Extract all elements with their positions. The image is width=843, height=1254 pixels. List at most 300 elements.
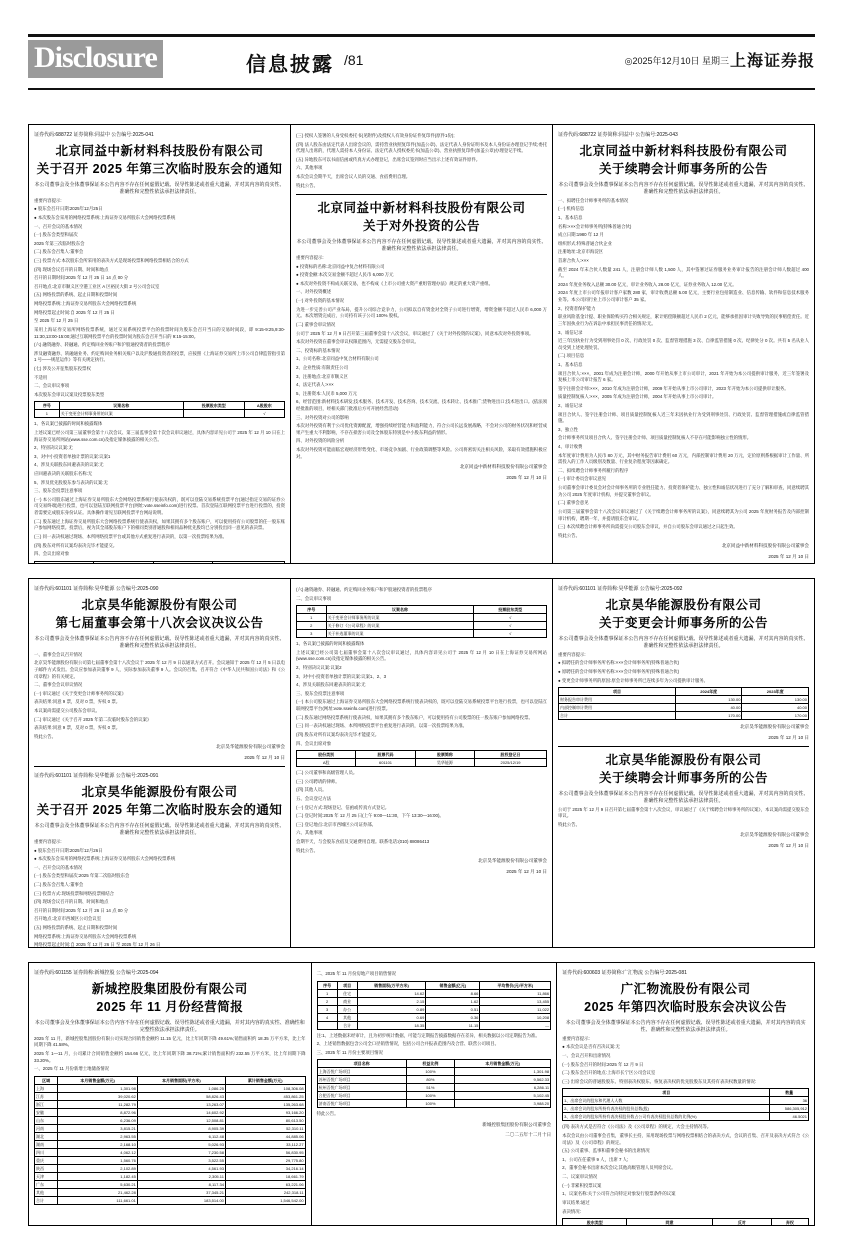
body-paragraph: (四) 股东对所有议案均表决完毕才能提交。 xyxy=(296,731,380,737)
body-paragraph: 项目合伙人:×××，2001 年成为注册会计师，2000 年开始从事上市公司审计，2021 年开始为本公司提供审计服务，近三年签署及复核上市公司审计报告 6 家。 xyxy=(558,370,809,383)
body-paragraph: 公司董事会审计委员会对会计师事务所的专业胜任能力、投资者保护能力、独立性和诚信状况进行了充分了解和审查，同意续聘其为公司 2025 年度审计机构，并提交董事会审议。 xyxy=(558,485,809,497)
body-paragraph: 3、对中小投资者单独计票的议案:议案1、2、3 xyxy=(296,673,387,679)
body-paragraph: (一) 登记方式:现场登记、信函或传真方式登记。 xyxy=(296,804,390,810)
table-cell: 2025/12/19 xyxy=(475,759,547,767)
table-cell: 合计 xyxy=(35,1196,58,1204)
sales-by-type-table xyxy=(317,981,552,1030)
table-header: 投票股东类型 xyxy=(183,402,244,410)
record-date-table xyxy=(296,750,547,767)
table-cell: 170.00 xyxy=(675,712,742,720)
body-paragraph: (三) 投票方式:现场投票和网络投票相结合 xyxy=(34,890,115,896)
body-paragraph: 召开的日期时间:2025 年 12 月 26 日 14 点 00 分 xyxy=(34,907,129,913)
article-column xyxy=(29,125,291,563)
table-row xyxy=(317,1068,551,1076)
body-paragraph: (四) 其他人员。 xyxy=(296,787,327,793)
body-paragraph: 网络投票系统:上海证券交易所股东大会网络投票系统 xyxy=(34,933,137,939)
table-cell: 56,830.95 xyxy=(225,1148,305,1156)
table-cell: 586,305,912 xyxy=(770,1105,809,1113)
table-cell: 其他 xyxy=(337,1013,357,1021)
body-paragraph: 不适用 xyxy=(34,374,48,380)
table-cell: 6,236.09 xyxy=(58,1116,138,1124)
table-cell: 100% xyxy=(406,1092,454,1100)
body-paragraph: 特此公告。 xyxy=(316,1111,339,1117)
body-paragraph: 特此公告。 xyxy=(34,733,56,739)
agenda-table xyxy=(296,605,547,638)
table-cell: 1、出席会议的股东和代理人人数 xyxy=(563,1097,770,1105)
table-cell: 111,661.01 xyxy=(58,1196,138,1204)
body-paragraph: 4、法定代表人:××× xyxy=(296,382,334,388)
signature-date: 2025 年 12 月 10 日 xyxy=(244,754,285,760)
body-paragraph: 2025 年第三次临时股东会 xyxy=(34,240,85,246)
body-paragraph: (三) 投票方式:本次股东会所采用的表决方式是现场投票和网络投票相结合的方式 xyxy=(34,258,189,264)
table-header: 2024年度 xyxy=(675,688,742,696)
table-header: 股东类型 xyxy=(563,1219,627,1225)
table-cell: 内部控制审计费用 xyxy=(559,704,676,712)
body-paragraph: (三) 登记地点:北京市西城区公司证券部。 xyxy=(296,821,377,827)
table-cell: 2 xyxy=(317,997,337,1005)
body-paragraph: 本次对外投资可能面临宏观经济形势变化、市场竞争加剧、行业政策调整等风险。公司将密切关注相关风险，采取有效措施积极应对。 xyxy=(296,447,547,459)
table-header: 股票代码 xyxy=(356,751,415,759)
body-paragraph: ● 投资金额:本次交易金额不超过人民币 6,000 万元 xyxy=(296,272,394,278)
table-cell: √ xyxy=(244,410,284,418)
body-paragraph: 四、会议出席对象 xyxy=(296,740,332,746)
body-paragraph: 签字注册会计师:×××，2010 年成为注册会计师，2009 年开始从事上市公司审计，2023 年开始为本公司提供审计服务。 xyxy=(558,385,789,391)
body-paragraph: 2025 年 11 月，新城控股集团股份有限公司实现合同销售金额约 11.15 亿元，比上年同期下降 49.61%;销售面积约 18.35 万平方米，比上年同期下降 41.58%。 xyxy=(34,1035,306,1048)
body-paragraph: 召开的日期时间:2025 年 12 月 25 日 14 点 00 分 xyxy=(34,275,129,281)
table-row xyxy=(297,630,547,638)
body-paragraph: (一) 非累积投票议案 xyxy=(562,1182,602,1188)
body-paragraph: 质量控制复核人:×××，2005 年成为注册会计师，2004 年开始从事上市公司审计。 xyxy=(558,394,717,400)
article-subtitle: 关于续聘会计师事务所的公告 xyxy=(598,770,768,785)
body-paragraph: (二) 董事会审议情况 xyxy=(296,321,336,327)
table-cell: 18,661.79 xyxy=(225,1172,305,1180)
table-cell: 3 xyxy=(297,630,327,638)
table-cell: 12,508.81 xyxy=(137,1116,225,1124)
body-paragraph: 特此公告。 xyxy=(296,847,318,853)
body-paragraph: 一、董事会会议召开情况 xyxy=(34,651,83,657)
table-row xyxy=(35,410,285,418)
disclaimer: 本公司董事会及全体董事保证本公告内容不存在任何虚假记载、误导性陈述或者重大遗漏，并对其内容的真实性、准确性和完整性依法承担法律责任。 xyxy=(558,635,809,649)
table-cell: 100% xyxy=(406,1100,454,1108)
table-cell: 453,861.25 xyxy=(225,1092,305,1100)
body-paragraph: (三) 本次续聘会计师事务所尚需提交公司股东会审议，并自公司股东会审议通过之日起生效。 xyxy=(558,524,738,530)
table-cell: 6,112.48 xyxy=(137,1132,225,1140)
table-cell: 重庆 xyxy=(35,1156,58,1164)
table-row xyxy=(35,1132,306,1140)
body-paragraph: 本议案尚需提交公司股东会审议。 xyxy=(34,708,100,714)
table-header: 项目名称 xyxy=(317,1060,406,1068)
table-row xyxy=(563,1097,809,1105)
table-cell: 商业 xyxy=(337,997,357,1005)
body-paragraph: (一) 股东会召开的时间:2025 年 12 月 9 日 xyxy=(562,1061,644,1067)
body-paragraph: 2、上述销售数据包含公司全口径销售情况，包括公司合并报表范围内及合营、联营公司项目。 xyxy=(316,1041,500,1047)
table-cell: A股 xyxy=(297,759,356,767)
article-title: 广汇物流股份有限公司 xyxy=(620,982,751,996)
table-cell: 陕西 xyxy=(35,1164,58,1172)
article-subtitle: 2025 年第四次临时股东会决议公告 xyxy=(584,999,787,1014)
signature-date: 2025 年 12 月 10 日 xyxy=(768,842,809,848)
table-cell: 1,301.98 xyxy=(58,1084,138,1092)
table-header: 项目 xyxy=(559,688,676,696)
table-row xyxy=(563,1105,809,1113)
body-paragraph: 网络投票起止时间:自 2025 年 12 月 25 日 xyxy=(34,309,115,315)
masthead-rule-top xyxy=(28,34,815,37)
signature-date: 2025 年 12 月 10 日 xyxy=(506,474,547,480)
table-header: 弃权 xyxy=(771,1219,808,1225)
security-code-line: 证券代码:600603 证券简称:广汇物流 公告编号:2025-081 xyxy=(562,970,687,976)
table-cell: 1 xyxy=(317,989,337,997)
body-paragraph: 召开地点:北京市顺义区空港工业区 A 区裕民大街 2 号公司会议室 xyxy=(34,283,160,289)
body-paragraph: 2、诚信记录 xyxy=(558,402,583,408)
article-block-2 xyxy=(28,578,815,948)
body-paragraph: 涉及融资融券、转融通业务、约定购回业务相关账户以及沪股通投资者的投票，应按照《上海证券交易所上市公司自律监管指引第 1 号——规范运作》等有关规定执行。 xyxy=(34,350,285,363)
disclaimer: 本公司董事会及全体董事保证本公告内容不存在任何虚假记载、误导性陈述或者重大遗漏，并对其内容的真实性、准确性和完整性依法承担法律责任。 xyxy=(34,635,285,649)
table-cell: 14.62 xyxy=(357,989,426,997)
table-header: 2023年度 xyxy=(742,688,809,696)
table-row xyxy=(559,704,809,712)
table-header: 股票简称 xyxy=(415,751,474,759)
signature-line: 北京同益中新材料科技股份有限公司董事会 xyxy=(459,464,547,470)
body-paragraph: (五) 网络投票的系统、起止日期和投票时间 xyxy=(34,924,118,930)
body-paragraph: 近三年因执业行为受到刑事处罚 0 次、行政处罚 0 次、监督管理措施 3 次、自律监管措施 0 次、纪律处分 0 次。共有 5 名从业人员受到上述处理处罚。 xyxy=(558,338,809,350)
body-paragraph: 二、会议审议事项 xyxy=(296,595,332,601)
table-cell: 济南吾悦广场项目 xyxy=(317,1100,406,1108)
table-cell: 11,866 xyxy=(480,989,551,997)
body-paragraph: 职业风险基金计提、职业保险购买符合相关规定，累计赔偿限额超过人民币 2 亿元，能够承担因审计失败导致的民事赔偿责任。近三年因执业行为在诉讼中承担民事责任的情况:无。 xyxy=(558,314,809,326)
body-paragraph: 4、审计收费 xyxy=(558,444,583,450)
table-cell: 昊华能源 xyxy=(415,759,474,767)
table-cell: 4,561.93 xyxy=(137,1164,225,1172)
table-cell: 广东 xyxy=(35,1180,58,1188)
body-paragraph: (六) 融资融券、转融通、约定购回业务账户和沪股通投资者的投票程序 xyxy=(34,342,170,348)
body-paragraph: 三、2025 年 11 月份主要项目情况 xyxy=(316,1049,383,1055)
table-cell: 183,514.00 xyxy=(137,1196,225,1204)
article-subtitle: 关于续聘会计师事务所的公告 xyxy=(598,161,768,176)
table-cell: 4 xyxy=(317,1013,337,1021)
body-paragraph: 本次股东会审议议案及投票股东类型 xyxy=(34,391,105,397)
body-paragraph: 四、对外投资的风险分析 xyxy=(296,438,345,444)
table-header: 股权登记日 xyxy=(475,751,547,759)
table-cell: 安徽 xyxy=(35,1108,58,1116)
body-paragraph: 本次对外投资在董事会审议权限范围内，无需提交股东会审议。 xyxy=(296,339,419,345)
table-cell: 河南 xyxy=(35,1124,58,1132)
table-cell: 湖南 xyxy=(35,1140,58,1148)
table-row xyxy=(297,614,547,622)
table-cell: 2,168.10 xyxy=(58,1140,138,1148)
article-subtitle: 关于变更会计师事务所的公告 xyxy=(598,615,768,630)
table-cell: 1 xyxy=(297,614,327,622)
signature-line: 北京昊华能源股份有限公司董事会 xyxy=(740,724,809,730)
signature-line: 北京同益中新材料科技股份有限公司董事会 xyxy=(721,543,809,549)
table-row xyxy=(317,1005,551,1013)
article-subtitle: 关于召开 2025 年第二次临时股东会的通知 xyxy=(36,803,283,818)
body-paragraph: ● 本次对外投资不构成关联交易，也不构成《上市公司重大资产重组管理办法》规定的重大资产重组。 xyxy=(296,280,494,286)
body-paragraph: 重要内容提示: xyxy=(34,197,62,203)
table-cell: 13,263.07 xyxy=(137,1100,225,1108)
article-title: 北京昊华能源股份有限公司 xyxy=(605,752,762,767)
table-cell: 江苏 xyxy=(35,1092,58,1100)
body-paragraph: ● 本次会议是否有否决议案:无 xyxy=(562,1044,620,1050)
body-paragraph: 一、对外投资概述 xyxy=(296,289,332,295)
masthead-logo-cn: 信息披露 xyxy=(246,54,334,76)
body-paragraph: (一) 本公司股东通过上海证券交易所股东大会网络投票系统行使表决权的，既可以登陆交易系统投票平台(通过指定交易的证券公司交易终端)进行投票，也可以登陆互联网投票平台(网址:vote.sseinfo.com)进行投票。首次登陆互联网投票平台进行投票的，投资者需要完成股东身份认证。具体操作请见互联网投票平台网站说明。 xyxy=(34,496,285,516)
body-paragraph: 3、对中小投资者单独计票的议案:议案1 xyxy=(34,453,111,459)
table-row xyxy=(35,1196,306,1204)
table-header: 同意 xyxy=(627,1219,712,1225)
body-paragraph: (一) 对外投资的基本情况 xyxy=(296,298,345,304)
table-cell: 2,963.55 xyxy=(58,1132,138,1140)
table-cell: 天津 xyxy=(35,1172,58,1180)
table-row xyxy=(317,1100,551,1108)
article-subtitle: 第七届董事会第十八次会议决议公告 xyxy=(55,615,264,630)
table-cell: 0.89 xyxy=(357,1005,426,1013)
table-cell: 4,062.12 xyxy=(58,1148,138,1156)
body-paragraph: (二) 项目信息 xyxy=(558,353,585,359)
table-cell: 39,020.62 xyxy=(58,1092,138,1100)
table-header: 本月销售面积(平方米) xyxy=(137,1076,225,1084)
body-paragraph: 特此公告。 xyxy=(558,532,580,538)
body-paragraph: 6、经营范围:新材料技术研发;技术服务、技术开发、技术咨询、技术交流、技术转让、技术推广;货物进出口;技术进出口。(依法须经批准的项目，经相关部门批准后方可开展经营活动) xyxy=(296,399,547,411)
table-header: 销售金额(亿元) xyxy=(426,981,480,989)
table-cell: 8,905.39 xyxy=(137,1124,225,1132)
table-header: 平均售价(元/平方米) xyxy=(480,981,551,989)
table-row xyxy=(35,1124,306,1132)
body-paragraph: 3、独立性 xyxy=(558,426,579,432)
table-cell: 关于修订《公司章程》的议案 xyxy=(326,622,474,630)
table-cell: 1,546,542.00 xyxy=(225,1196,305,1204)
signature-line: 北京昊华能源股份有限公司董事会 xyxy=(740,832,809,838)
body-paragraph: (四) 股东对所有议案均表决完毕才能提交。 xyxy=(34,542,118,548)
body-paragraph: 审议结果:通过 xyxy=(562,1199,590,1205)
table-header: 项目 xyxy=(563,1089,770,1097)
body-paragraph: 5、涉及优先股股东参与表决的议案:无 xyxy=(34,479,108,485)
body-paragraph: 组织形式:特殊普通合伙企业 xyxy=(558,240,612,246)
body-paragraph: ● 变更会计师事务所的原因:原会计师事务所已连续多年为公司提供审计服务。 xyxy=(558,677,708,683)
table-cell: 关于补选董事的议案 xyxy=(326,630,474,638)
body-paragraph: 二、2025 年 11 月份房地产项目销售情况 xyxy=(316,971,397,976)
major-projects-table xyxy=(317,1059,552,1108)
table-cell: 1 xyxy=(35,410,60,418)
table-cell: 2、出席会议的股东所持有表决权的股份总数(股) xyxy=(563,1105,770,1113)
body-paragraph: 六、其他事项 xyxy=(296,165,323,171)
body-paragraph: 重要内容提示: xyxy=(34,838,62,844)
body-paragraph: (三) 同一表决权通过现场、本所网络投票平台重复进行表决的，以第一次投票结果为准。 xyxy=(296,723,467,729)
table-cell: 9,562.33 xyxy=(455,1076,551,1084)
body-paragraph: 二、会议审议事项 xyxy=(34,383,70,389)
table-cell: 93,166.20 xyxy=(225,1108,305,1116)
body-paragraph: 网络投票起止时间:自 2025 年 12 月 26 日 至 2025 年 12 月 26 日 xyxy=(34,942,161,947)
table-header: 本月销售金额(万元) xyxy=(58,1076,138,1084)
body-paragraph: 采用上海证券交易所网络投票系统，通过交易系统投票平台的投票时间为股东会召开当日的交易时间段，即 9:15-9:25,9:30-11:30,13:00-15:00;通过互联网投票平台的投票时间为股东会召开当日的 9:15-15:00。 xyxy=(34,326,285,339)
disclaimer: 本公司董事会及全体董事保证本公告内容不存在任何虚假记载、误导性陈述或者重大遗漏，并对其内容的真实性、准确性和完整性依法承担法律责任。 xyxy=(34,181,285,195)
body-paragraph: (一) 审计委员会审议意见 xyxy=(558,476,607,482)
table-header: 项目 xyxy=(337,981,357,989)
table-row xyxy=(559,696,809,704)
body-paragraph: 二、拟续聘会计师事务所履行的程序 xyxy=(558,467,629,473)
table-row xyxy=(317,989,551,997)
body-paragraph: (三) 出席会议的普通股股东、特别表决权股东、恢复表决权的优先股股东及其持有表决权数量的情况: xyxy=(562,1078,757,1084)
table-cell: 2,305.11 xyxy=(137,1172,225,1180)
body-paragraph: (五) 公司董事、监事和董事会秘书的出席情况 xyxy=(562,1148,650,1154)
table-header: 销售面积(万平方米) xyxy=(357,981,426,989)
body-paragraph: 重要内容提示: xyxy=(296,255,324,261)
disclaimer: 本公司董事会及全体董事保证本公告内容不存在任何虚假记载、误导性陈述或者重大遗漏，并对其内容的真实性、准确性和完整性依法承担法律责任。 xyxy=(565,1019,806,1033)
table-cell: 1.62 xyxy=(426,997,480,1005)
body-paragraph: ● 本次股东会采用的网络投票系统:上海证券交易所股东大会网络投票系统 xyxy=(34,214,176,220)
body-paragraph: 会期半天，与会股东食宿及交通费用自理。联系电话:(010) 88086413 xyxy=(296,839,430,845)
body-paragraph: 公司于 2025 年 12 月 9 日召开第七届董事会第十八次会议，审议通过了《关于续聘会计师事务所的议案》，本议案尚需提交股东会审议。 xyxy=(558,806,809,819)
body-paragraph: 三、股东会投票注意事项 xyxy=(296,690,345,696)
body-paragraph: (五) 异地股东可以书面信函或传真方式办理登记，出席会议签到时应当出示上述有效证件原件。 xyxy=(296,156,481,162)
table-cell: 8,117.34 xyxy=(137,1180,225,1188)
table-cell: 1,182.45 xyxy=(58,1172,138,1180)
security-code-line: 证券代码:601101 证券简称:昊华能源 公告编号:2025-092 xyxy=(558,586,683,592)
table-row xyxy=(317,1021,551,1029)
table-cell: 6,286.11 xyxy=(455,1084,551,1092)
table-cell: 242,318.11 xyxy=(225,1188,305,1196)
article-subtitle: 2025 年 11 月份经营简报 xyxy=(96,999,244,1014)
article-subtitle: 关于召开 2025 年第三次临时股东会的通知 xyxy=(36,161,283,176)
masthead-rule-bottom xyxy=(28,88,815,90)
masthead xyxy=(28,38,815,84)
body-paragraph: 上述议案已经公司第三届董事会第十八次会议、第三届监事会第十次会议审议通过，具体内容详见公司于 2025 年 12 月 10 日在上海证券交易所网站(www.sse.com.cn)及指定媒体披露的相关公告。 xyxy=(34,429,285,442)
table-header: 序号 xyxy=(35,402,60,410)
table-cell: 21,462.28 xyxy=(58,1188,138,1196)
table-row xyxy=(297,622,547,630)
table-row xyxy=(35,1108,306,1116)
body-paragraph: 1、基本信息 xyxy=(558,361,583,367)
body-paragraph: 4、涉及关联股东回避表决的议案:无 xyxy=(296,682,366,688)
table-row xyxy=(35,1084,306,1092)
disclaimer: 本公司董事会及全体董事保证本公告内容不存在任何虚假记载、误导性陈述或者重大遗漏，并对其内容的真实性、准确性和完整性依法承担法律责任。 xyxy=(558,181,809,195)
body-paragraph: 应回避表决的关联股东名称:无 xyxy=(34,471,93,477)
table-cell: 80% xyxy=(406,1076,454,1084)
table-header: 投票股东类型 xyxy=(474,606,547,614)
table-cell: 合肥吾悦广场项目 xyxy=(317,1092,406,1100)
table-cell: 8,872.96 xyxy=(58,1108,138,1116)
table-cell: 29,775.80 xyxy=(225,1156,305,1164)
body-paragraph: (三) 公司聘请的律师。 xyxy=(296,778,340,784)
body-paragraph: 3、注册地点:北京市顺义区 xyxy=(296,373,348,379)
body-paragraph: 一、会议召开和出席情况 xyxy=(562,1052,611,1058)
body-paragraph: 北京昊华能源股份有限公司第七届董事会第十八次会议于 2025 年 12 月 9 日以通讯方式召开。会议通知于 2025 年 12 月 5 日以电子邮件方式发出。会议应参加表决董事 9 人，实际参加表决董事 9 人。会议的召集、召开符合《中华人民共和国公司法》和《公司章程》的有关规定。 xyxy=(34,660,285,679)
body-paragraph: 表决情况: xyxy=(562,1208,581,1214)
body-paragraph: 一、拟聘任会计师事务所的基本情况 xyxy=(558,197,629,203)
agenda-table xyxy=(34,401,285,418)
article-subtitle: 关于对外投资的公告 xyxy=(362,219,480,234)
body-paragraph: (二) 董事会意见 xyxy=(558,500,589,506)
body-paragraph: 一、2025 年 11 月份新增土地储备情况 xyxy=(34,1066,110,1072)
body-paragraph: 3、诚信记录 xyxy=(558,329,583,335)
table-header: 权益比例 xyxy=(406,1060,454,1068)
security-code-line: 证券代码:688722 证券简称:同益中 公告编号:2025-043 xyxy=(558,132,678,138)
table-cell: 14,602.92 xyxy=(137,1108,225,1116)
article-column xyxy=(553,579,814,947)
security-code-line: 证券代码:688722 证券简称:同益中 公告编号:2025-041 xyxy=(34,132,154,138)
table-cell: 0.51 xyxy=(426,1005,480,1013)
table-cell: 10,208 xyxy=(480,1013,551,1021)
body-paragraph: 5、注册资本:人民币 5,000 万元 xyxy=(296,390,357,396)
table-cell: 苏州吾悦广场项目 xyxy=(317,1076,406,1084)
body-paragraph: (六) 融资融券、转融通、约定购回业务账户和沪股通投资者的投票程序 xyxy=(296,587,432,592)
table-row xyxy=(317,1076,551,1084)
body-paragraph: 公司于 2025 年 12 月 9 日召开第三届董事会第十八次会议，审议通过了《关于对外投资的议案》，同意本次对外投资事项。 xyxy=(296,330,534,336)
table-cell: 上海 xyxy=(35,1084,58,1092)
table-header: 累计销售金额(万元) xyxy=(225,1076,305,1084)
body-paragraph: 2、投资者保护能力 xyxy=(558,305,596,311)
table-row xyxy=(35,1188,306,1196)
body-paragraph: 一、召开会议的基本情况 xyxy=(34,864,83,870)
table-cell: 100% xyxy=(406,1068,454,1076)
table-cell: 上海吾悦广场项目 xyxy=(317,1068,406,1076)
article-title: 新城控股集团股份有限公司 xyxy=(91,982,248,996)
article-block-1 xyxy=(28,124,815,564)
table-header: 序号 xyxy=(297,606,327,614)
body-paragraph: 表决结果:同意 9 票，反对 0 票，弃权 0 票。 xyxy=(34,699,121,705)
table-cell: 0.36 xyxy=(426,1013,480,1021)
table-cell: 40.00 xyxy=(675,704,742,712)
body-paragraph: 表决结果:同意 9 票，反对 0 票，弃权 0 票。 xyxy=(34,725,121,731)
body-paragraph: ● 本次股东会采用的网络投票系统:上海证券交易所股东大会网络投票系统 xyxy=(34,856,176,862)
table-row xyxy=(559,712,809,720)
signature-date: 2025 年 12 月 10 日 xyxy=(506,868,547,874)
table-cell: 40.00 xyxy=(742,704,809,712)
body-paragraph: 重要内容提示: xyxy=(558,651,586,657)
table-cell: 80,613.50 xyxy=(225,1116,305,1124)
body-paragraph: (四) 现场会议召开的日期、时间和地点 xyxy=(34,266,109,272)
disclaimer: 本公司董事会及全体董事保证本公告内容不存在任何虚假记载、误导性陈述或者重大遗漏，并对其内容的真实性、准确性和完整性依法承担法律责任。 xyxy=(558,790,809,804)
table-cell: 51% xyxy=(406,1084,454,1092)
body-paragraph: 上述议案已经公司第七届董事会第十八次会议审议通过，具体内容详见公司于 2025 年 12 月 10 日在上海证券交易所网站(www.sse.com.cn)及指定媒体披露的相关公告。 xyxy=(296,649,547,662)
table-row xyxy=(35,1156,306,1164)
table-cell: 46.5021 xyxy=(770,1113,809,1121)
body-paragraph: 1、各议案已披露的时间和披露媒体 xyxy=(34,421,103,427)
table-cell: 3,988.20 xyxy=(455,1100,551,1108)
table-cell: 1,086.25 xyxy=(137,1084,225,1092)
table-cell: 3,815.21 xyxy=(58,1124,138,1132)
table-header: 反对 xyxy=(712,1219,771,1225)
table-cell: 135,263.68 xyxy=(225,1100,305,1108)
table-header xyxy=(35,561,94,563)
table-cell: √ xyxy=(474,614,547,622)
table-cell: 36 xyxy=(770,1097,809,1105)
body-paragraph: (一) 机构信息 xyxy=(558,206,585,212)
body-paragraph: 会计师事务所及项目合伙人、签字注册会计师、项目质量控制复核人不存在可能影响独立性的情形。 xyxy=(558,435,752,441)
table-cell: 108,306.08 xyxy=(225,1084,305,1092)
body-paragraph: 截至 2024 年末合伙人数量 241 人，注册会计师人数 1,500 人，其中签署过证券服务业务审计报告的注册会计师人数超过 400 人。 xyxy=(558,266,809,279)
table-cell: 2.15 xyxy=(357,997,426,1005)
body-paragraph: 四、会议出席对象 xyxy=(34,551,70,557)
body-paragraph: 名称:×××会计师事务所(特殊普通合伙) xyxy=(558,223,632,229)
body-paragraph: 召开地点:北京市西城区公司会议室 xyxy=(34,916,102,922)
table-cell: 170.00 xyxy=(742,712,809,720)
body-paragraph: (三) 同一表决权通过现场、本所网络投票平台或其他方式重复进行表决的，以第一次投票结果为准。 xyxy=(34,533,227,539)
body-paragraph: 2024 年度业务收入总额 30.00 亿元，审计业务收入 28.00 亿元，证券业务收入 12.00 亿元。 xyxy=(558,281,737,287)
table-row xyxy=(317,1013,551,1021)
body-paragraph: 1、议案名称:关于公司符合向特定对象发行股票条件的议案 xyxy=(562,1191,676,1197)
body-paragraph: (二) 股东会召开的地点:上海市长宁区公司会议室 xyxy=(562,1070,656,1076)
table-cell: 3,522.55 xyxy=(137,1156,225,1164)
body-paragraph: 2025 年 1—11 月，公司累计合同销售金额约 154.66 亿元，比上年同期下降 38.71%;累计销售面积约 232.55 万平方米，比上年同期下降 33.20%。 xyxy=(34,1050,306,1063)
table-row xyxy=(35,1116,306,1124)
table-cell: 18.35 xyxy=(357,1021,426,1029)
article-title: 北京同益中新材料科技股份有限公司 xyxy=(579,144,788,158)
table-row xyxy=(35,1164,306,1172)
table-cell: 11.15 xyxy=(426,1021,480,1029)
article-title: 北京昊华能源股份有限公司 xyxy=(81,785,238,800)
table-cell: 130.00 xyxy=(742,696,809,704)
table-cell: 湖北 xyxy=(35,1132,58,1140)
